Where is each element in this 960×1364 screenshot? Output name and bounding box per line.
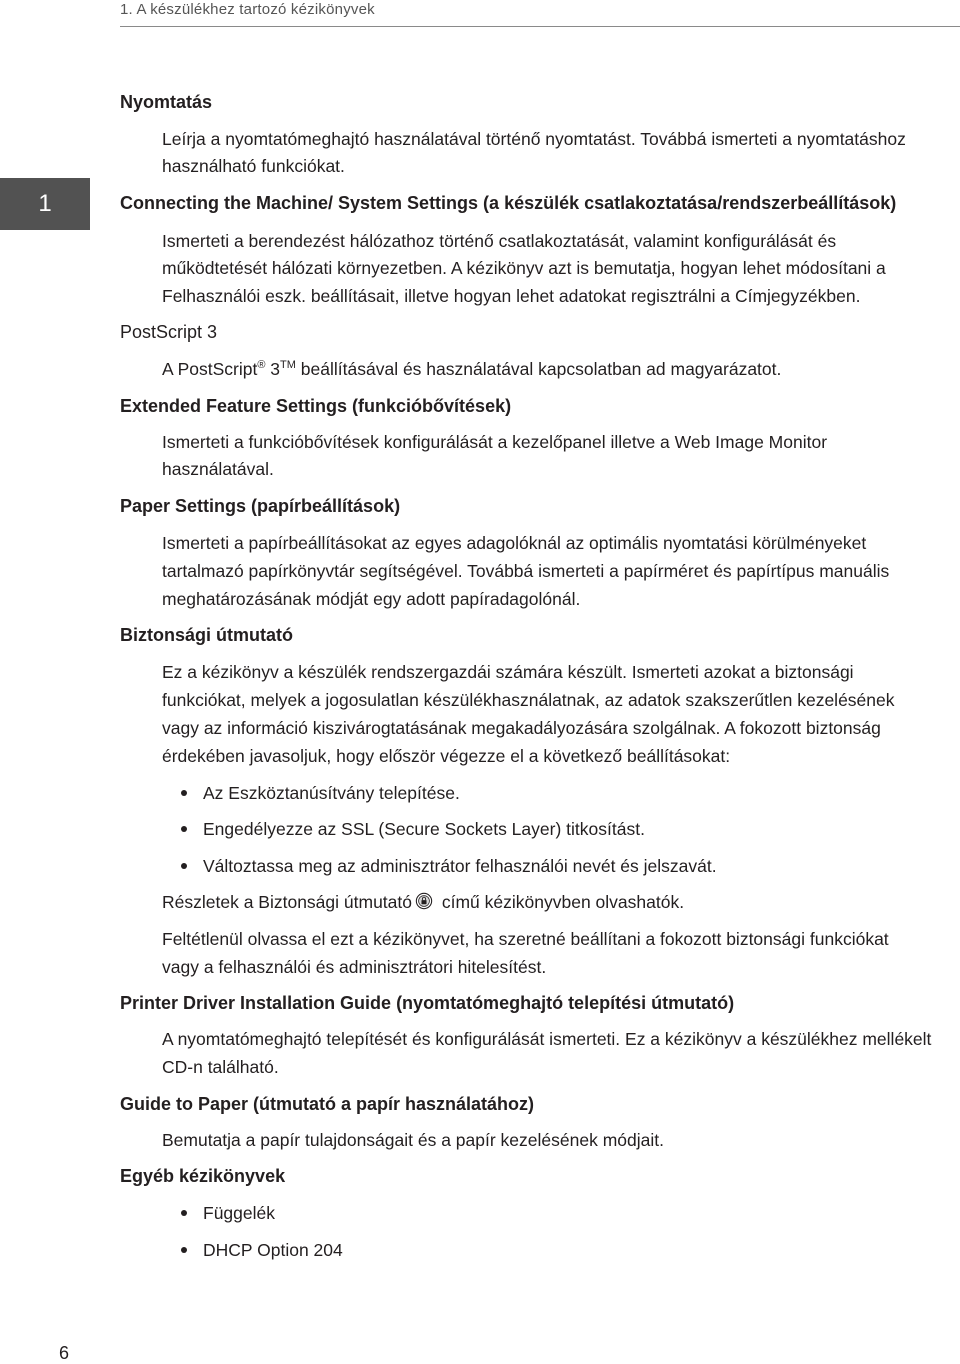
page-number: 6	[59, 1343, 70, 1363]
paragraph-line: Ez a kézikönyv a készülék rendszergazdái számára készült. Ismerteti azokat a biztonsági	[162, 662, 854, 682]
paragraph-line: vagy a felhasználói és adminisztrátori hitelesítést.	[162, 957, 547, 977]
list-item: Függelék	[203, 1203, 275, 1223]
bullet-dot	[181, 826, 187, 832]
paragraph-line: tartalmazó papírkönyvtár segítségével. Továbbá ismerteti a papírméret és papírtípus manuális	[162, 561, 890, 581]
bullet-dot	[181, 1247, 187, 1253]
list-item: DHCP Option 204	[203, 1240, 343, 1260]
running-header: 1. A készülékhez tartozó kézikönyvek	[120, 1, 375, 18]
bullet-dot	[181, 790, 187, 796]
paragraph-line: meghatározásának módját egy adott papíradagolónál.	[162, 589, 581, 609]
paragraph-line: használatával.	[162, 459, 274, 479]
header-rule	[120, 26, 960, 27]
details-text-rest: című kézikönyvben olvashatók.	[437, 892, 685, 912]
registered-mark: ®	[257, 359, 266, 372]
postscript-text: A PostScript	[162, 359, 258, 379]
bullet-dot	[181, 1210, 187, 1216]
paragraph-line: vagy az információ kiszivárogtatásának megakadályozására szolgálnak. A fokozott biztonság	[162, 718, 881, 738]
section-title-security: Biztonsági útmutató	[120, 625, 293, 645]
section-title-guide-paper: Guide to Paper (útmutató a papír használatához)	[120, 1094, 535, 1114]
paragraph-line: Leírja a nyomtatómeghajtó használatával történő nyomtatást. Továbbá ismerteti a nyomtatáshoz	[162, 129, 906, 149]
section-title-connecting: Connecting the Machine/ System Settings (a készülék csatlakoztatása/rendszerbeállítások)	[120, 193, 897, 213]
paragraph-line: érdekében javasoljuk, hogy először végezze el a következő beállításokat:	[162, 746, 731, 766]
paragraph-line: Ismerteti a funkcióbővítések konfigurálását a kezelőpanel illetve a Web Image Monitor	[162, 432, 828, 452]
list-item: Az Eszköztanúsítvány telepítése.	[203, 783, 460, 803]
paragraph-line: Felhasználói eszk. beállításait, illetve hogyan lehet adatokat regisztrálni a Címjegyzékben.	[162, 286, 861, 306]
postscript-version: 3	[265, 359, 281, 379]
section-title-paper-settings: Paper Settings (papírbeállítások)	[120, 496, 401, 516]
postscript-description	[162, 358, 781, 380]
section-title-other: Egyéb kézikönyvek	[120, 1166, 286, 1186]
list-item: Engedélyezze az SSL (Secure Sockets Layer) titkosítást.	[203, 819, 645, 839]
paragraph-line: működtetését hálózati környezetben. A kézikönyv azt is bemutatja, hogyan lehet módosítani a	[162, 258, 886, 278]
details-text: Részletek a Biztonsági útmutató	[162, 892, 412, 912]
paragraph-line: CD-n található.	[162, 1057, 279, 1077]
section-title-printing: Nyomtatás	[120, 92, 213, 112]
paragraph-line: Ismerteti a berendezést hálózathoz történő csatlakoztatását, valamint konfigurálását és	[162, 231, 837, 251]
paragraph-line: Feltétlenül olvassa el ezt a kézikönyvet, ha szeretné beállítani a fokozott biztonsági funkciókat	[162, 929, 889, 949]
paragraph-line: A nyomtatómeghajtó telepítését és konfigurálását ismerteti. Ez a kézikönyv a készülékhez mellékelt	[162, 1029, 932, 1049]
paragraph-line: Bemutatja a papír tulajdonságait és a papír kezelésének módjait.	[162, 1130, 664, 1150]
section-title-extended: Extended Feature Settings (funkcióbővítések)	[120, 396, 512, 416]
section-title-postscript: PostScript 3	[120, 322, 218, 342]
security-manual-icon	[415, 892, 433, 910]
paragraph-line: Ismerteti a papírbeállításokat az egyes adagolóknál az optimális nyomtatási körülményeket	[162, 533, 867, 553]
bullet-dot	[181, 863, 187, 869]
paragraph-line: funkciókat, melyek a jogosulatlan készülékhasználatnak, az adatok szakszerűtlen kezelésének	[162, 690, 895, 710]
security-details-line	[162, 891, 684, 913]
list-item: Változtassa meg az adminisztrátor felhasználói nevét és jelszavát.	[203, 856, 717, 876]
chapter-tab: 1	[0, 178, 90, 230]
section-title-printer-driver: Printer Driver Installation Guide (nyomtatómeghajtó telepítési útmutató)	[120, 993, 735, 1013]
postscript-text-rest: beállításával és használatával kapcsolatban ad magyarázatot.	[295, 359, 782, 379]
paragraph-line: használható funkciókat.	[162, 156, 345, 176]
trademark-mark: TM	[280, 359, 296, 372]
